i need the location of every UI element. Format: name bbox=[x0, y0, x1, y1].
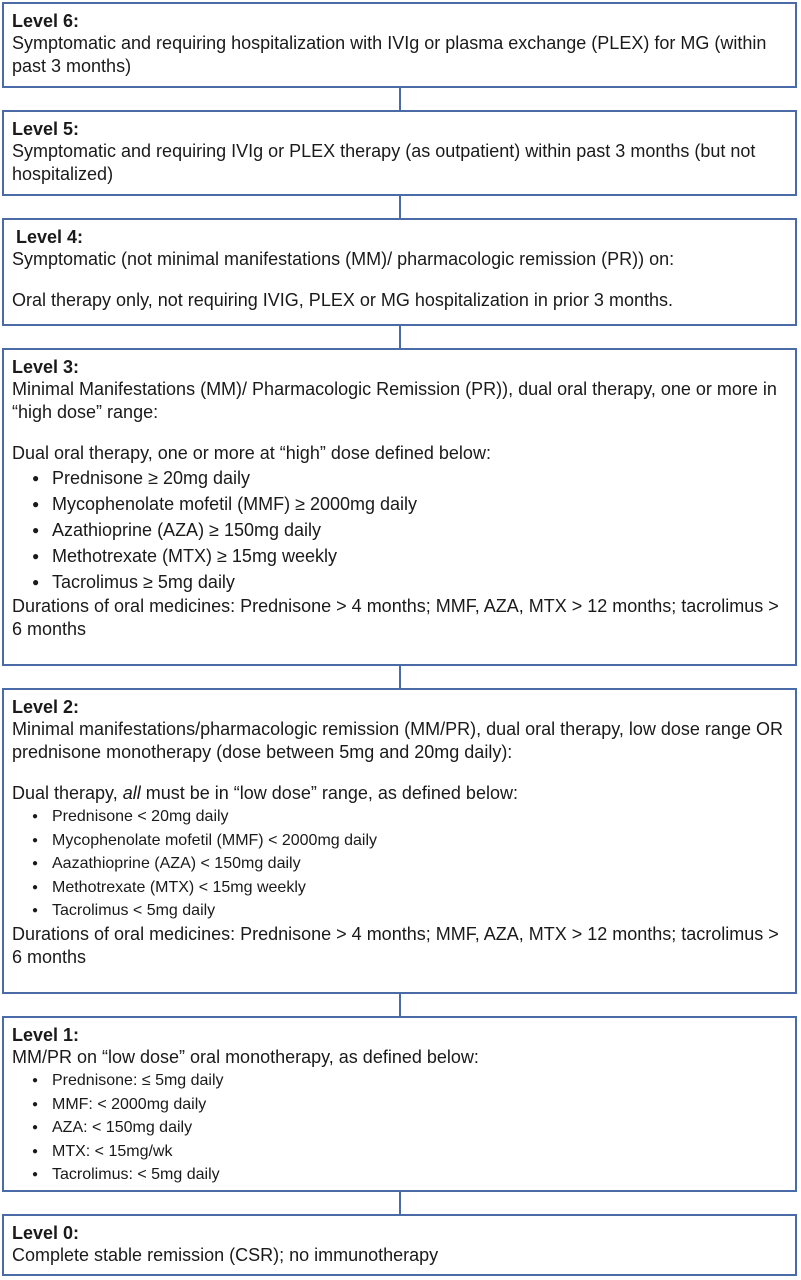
level-3-box bbox=[2, 348, 797, 666]
level-5-title: Level 5: bbox=[12, 119, 80, 139]
connector-5-4 bbox=[399, 196, 401, 218]
list-item: ● Aazathioprine (AZA) < 150mg daily bbox=[12, 852, 787, 876]
level-5-box bbox=[2, 110, 797, 196]
level-3-text: Minimal Manifestations (MM)/ Pharmacologic Remission (PR)), dual oral therapy, one or more in “high dose” range: bbox=[12, 379, 777, 422]
spacer bbox=[12, 271, 787, 289]
list-item: ● Mycophenolate mofetil (MMF) < 2000mg daily bbox=[12, 829, 787, 853]
level-6-box bbox=[2, 2, 797, 88]
list-item: ● MTX: < 15mg/wk bbox=[12, 1140, 787, 1164]
level-0-title: Level 0: bbox=[12, 1223, 80, 1243]
level-4-text: Symptomatic (not minimal manifestations (MM)/ pharmacologic remission (PR)) on: bbox=[12, 249, 675, 269]
level-4-box bbox=[2, 218, 797, 326]
list-item: ● Tacrolimus ≥ 5mg daily bbox=[12, 569, 787, 595]
level-5-text: Symptomatic and requiring IVIg or PLEX therapy (as outpatient) within past 3 months (but not hospitalized) bbox=[12, 141, 756, 184]
level-3-durations: Durations of oral medicines: Prednisone > 4 months; MMF, AZA, MTX > 12 months; tacrolimus > 6 months bbox=[12, 596, 779, 639]
connector-1-0 bbox=[399, 1192, 401, 1214]
level-6-title: Level 6: bbox=[12, 11, 80, 31]
connector-3-2 bbox=[399, 666, 401, 688]
level-0-box bbox=[2, 1214, 797, 1276]
level-4-title: Level 4: bbox=[16, 227, 84, 247]
level-2-box bbox=[2, 688, 797, 994]
list-item: ● MMF: < 2000mg daily bbox=[12, 1093, 787, 1117]
list-item: ● Prednisone ≥ 20mg daily bbox=[12, 465, 787, 491]
level-2-drug-list bbox=[12, 805, 787, 923]
level-2-dual-pre: Dual therapy, bbox=[12, 783, 123, 803]
list-item: ● Methotrexate (MTX) ≥ 15mg weekly bbox=[12, 543, 787, 569]
level-2-text: Minimal manifestations/pharmacologic remission (MM/PR), dual oral therapy, low dose range OR prednisone monotherapy (dose between 5mg and 20mg daily): bbox=[12, 719, 783, 762]
level-4-text-oral: Oral therapy only, not requiring IVIG, PLEX or MG hospitalization in prior 3 months. bbox=[12, 290, 673, 310]
connector-6-5 bbox=[399, 88, 401, 110]
level-1-text: MM/PR on “low dose” oral monotherapy, as defined below: bbox=[12, 1047, 479, 1067]
level-1-box bbox=[2, 1016, 797, 1192]
list-item: ● Tacrolimus < 5mg daily bbox=[12, 899, 787, 923]
level-3-title: Level 3: bbox=[12, 357, 80, 377]
list-item: ● Azathioprine (AZA) ≥ 150mg daily bbox=[12, 517, 787, 543]
level-1-title: Level 1: bbox=[12, 1025, 80, 1045]
list-item: ● Prednisone < 20mg daily bbox=[12, 805, 787, 829]
list-item: ● Methotrexate (MTX) < 15mg weekly bbox=[12, 876, 787, 900]
level-2-dual-em: all bbox=[122, 783, 141, 803]
list-item: ● Prednisone: ≤ 5mg daily bbox=[12, 1069, 787, 1093]
level-6-text: Symptomatic and requiring hospitalization with IVIg or plasma exchange (PLEX) for MG (within past 3 months) bbox=[12, 33, 767, 76]
level-3-dual-text: Dual oral therapy, one or more at “high” dose defined below: bbox=[12, 443, 491, 463]
connector-2-1 bbox=[399, 994, 401, 1016]
level-1-drug-list bbox=[12, 1069, 787, 1187]
list-item: ● AZA: < 150mg daily bbox=[12, 1116, 787, 1140]
list-item: ● Tacrolimus: < 5mg daily bbox=[12, 1163, 787, 1187]
level-2-title: Level 2: bbox=[12, 697, 80, 717]
level-0-text: Complete stable remission (CSR); no immunotherapy bbox=[12, 1245, 439, 1265]
spacer bbox=[12, 764, 787, 782]
spacer bbox=[12, 424, 787, 442]
level-2-dual-text bbox=[12, 782, 787, 805]
connector-4-3 bbox=[399, 326, 401, 348]
level-2-dual-post: must be in “low dose” range, as defined below: bbox=[140, 783, 518, 803]
level-3-drug-list bbox=[12, 465, 787, 595]
level-2-durations: Durations of oral medicines: Prednisone > 4 months; MMF, AZA, MTX > 12 months; tacrolimus > 6 months bbox=[12, 923, 779, 967]
list-item: ● Mycophenolate mofetil (MMF) ≥ 2000mg daily bbox=[12, 491, 787, 517]
